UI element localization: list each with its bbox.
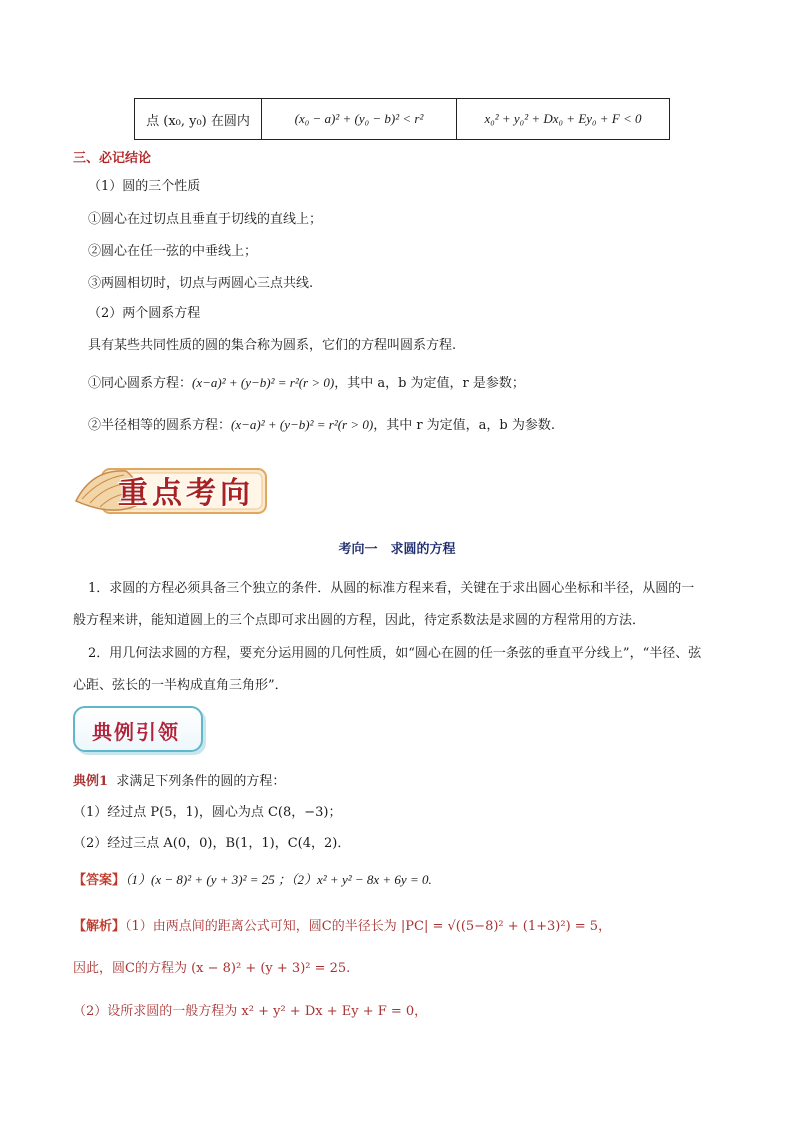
subheading-circle-systems: （2）两个圆系方程: [88, 306, 201, 321]
analysis-line-2: 因此，圆C的方程为 (x − 8)² + (y + 3)² = 25.: [73, 961, 351, 976]
circle-system-intro: 具有某些共同性质的圆的集合称为圆系，它们的方程叫圆系方程.: [88, 338, 457, 353]
example-prompt: 求满足下列条件的圆的方程：: [116, 774, 286, 789]
subheading-properties: （1）圆的三个性质: [88, 179, 201, 194]
direction-para2-line1: 2．用几何法求圆的方程，要充分运用圆的几何性质，如“圆心在圆的任一条弦的垂直平分线上”，“半径、弦: [88, 646, 702, 661]
analysis-tag: 【解析】: [73, 919, 126, 934]
example-q2: （2）经过三点 A(0，0)，B(1，1)，C(4，2)．: [73, 836, 351, 851]
direction-title: 考向一 求圆的方程: [338, 542, 456, 557]
answer-tag: 【答案】: [73, 873, 126, 888]
concentric-formula: (x−a)² + (y−b)² = r²(r > 0): [192, 375, 335, 390]
concentric-label: ①同心圆系方程：: [88, 376, 193, 391]
equal-radius-label: ②半径相等的圆系方程：: [88, 418, 232, 433]
section-heading: 三、必记结论: [73, 151, 152, 166]
table-cell-general: x₀² + y₀² + Dx₀ + Ey₀ + F < 0: [457, 99, 670, 140]
condition-table: [134, 98, 670, 140]
direction-para2-line2: 心距、弦长的一半构成直角三角形”．: [73, 678, 288, 693]
direction-para1-line2: 般方程来讲，能知道圆上的三个点即可求出圆的方程，因此，待定系数法是求圆的方程常用的方法．: [73, 613, 646, 628]
property-3: ③两圆相切时，切点与两圆心三点共线.: [88, 276, 314, 291]
example-q1: （1）经过点 P(5，1)，圆心为点 C(8，−3)；: [73, 805, 342, 820]
analysis-line-1: [73, 918, 611, 936]
concentric-tail: ，其中 a，b 为定值，r 是参数；: [334, 376, 525, 391]
table-cell-standard: (x₀ − a)² + (y₀ − b)² < r²: [262, 99, 457, 140]
analysis-line-3: （2）设所求圆的一般方程为 x² + y² + Dx + Ey + F = 0，: [73, 1004, 428, 1019]
equal-radius-equation: [88, 416, 555, 435]
property-1: ①圆心在过切点且垂直于切线的直线上；: [88, 212, 323, 227]
table-row: [135, 99, 670, 140]
equal-radius-tail: ，其中 r 为定值，a，b 为参数.: [373, 418, 556, 433]
concentric-equation: [88, 374, 525, 393]
answer-line: [73, 871, 432, 890]
banner-title: 重点考向: [118, 476, 254, 511]
property-2: ②圆心在任一弦的中垂线上；: [88, 244, 258, 259]
example-label: 典例1: [73, 774, 109, 789]
direction-para1-line1: 1．求圆的方程必须具备三个独立的条件．从圆的标准方程来看，关键在于求出圆心坐标和半径，从圆的一: [88, 581, 695, 596]
example-question: [73, 773, 285, 791]
answer-body: （1）(x − 8)² + (y + 3)² = 25 ；（2）x² + y² − 8x + 6y = 0.: [125, 872, 432, 887]
equal-radius-formula: (x−a)² + (y−b)² = r²(r > 0): [231, 417, 374, 432]
table-cell-position: 点 (x₀, y₀) 在圆内: [135, 99, 262, 140]
analysis-body-1: （1）由两点间的距离公式可知，圆C的半径长为 |PC| = √((5−8)² + (1+3)²) = 5，: [125, 919, 612, 934]
example-badge-title: 典例引领: [92, 720, 180, 744]
